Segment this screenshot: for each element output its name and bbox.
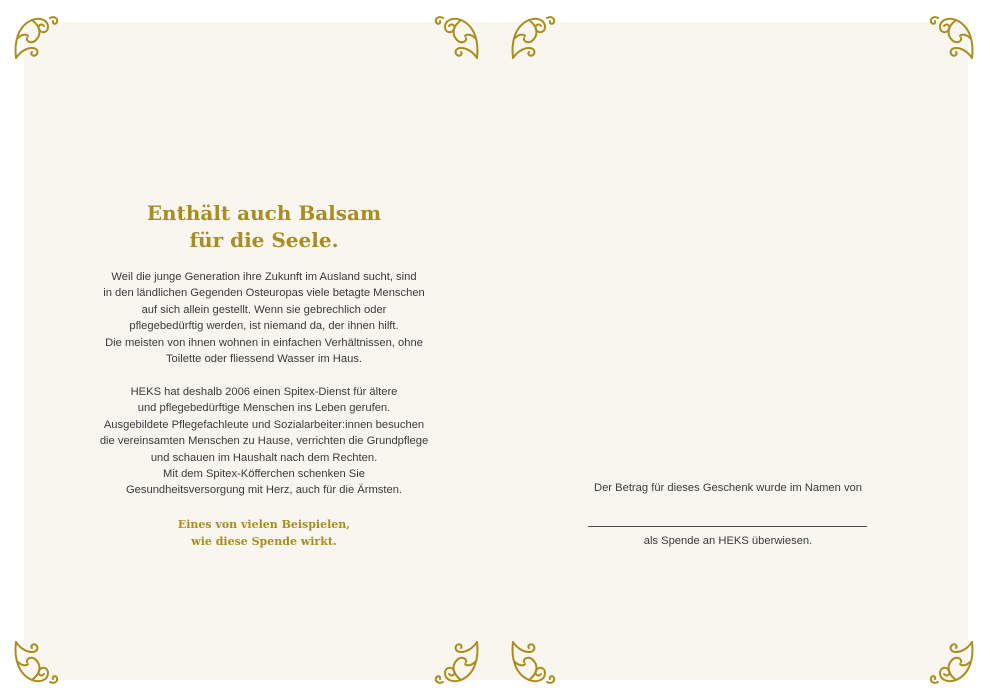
text-line: in den ländlichen Gegenden Osteuropas viele betagte Menschen: [103, 287, 425, 300]
corner-flourish-icon: [10, 636, 62, 688]
text-line: und pflegebedürftige Menschen ins Leben gerufen.: [137, 402, 391, 415]
text-line: und schauen im Haushalt nach dem Rechten.: [150, 451, 378, 464]
text-line: HEKS hat deshalb 2006 einen Spitex-Dienst für ältere: [130, 386, 398, 398]
heading-line: Enthält auch Balsam: [146, 201, 382, 225]
corner-flourish-icon: [507, 12, 559, 64]
text-line: auf sich allein gestellt. Wenn sie gebrechlich oder: [141, 303, 387, 316]
text-line: pflegebedürftig werden, ist niemand da, der ihnen hilft.: [129, 320, 399, 333]
donation-statement: als Spende an HEKS überwiesen.: [643, 535, 813, 547]
corner-flourish-icon: [431, 636, 483, 688]
corner-flourish-icon: [507, 636, 559, 688]
corner-flourish-icon: [431, 12, 483, 64]
text-line: Gesundheitsversorgung mit Herz, auch für die Ärmsten.: [125, 484, 403, 497]
text-line: die vereinsamten Menschen zu Hause, verrichten die Grundpflege: [99, 435, 429, 448]
text-line: Weil die junge Generation ihre Zukunft im Ausland sucht, sind: [111, 271, 417, 283]
text-line: Ausgebildete Pflegefachleute und Sozialarbeiter:innen besuchen: [103, 418, 425, 431]
corner-flourish-icon: [926, 636, 978, 688]
text-line: Die meisten von ihnen wohnen in einfachen Verhältnissen, ohne: [105, 336, 423, 349]
heks-paragraph: [74, 384, 454, 499]
corner-flourish-icon: [10, 12, 62, 64]
tagline-line: Eines von vielen Beispielen,: [177, 518, 351, 531]
corner-flourish-icon: [926, 12, 978, 64]
tagline: [94, 516, 434, 550]
heading-line: für die Seele.: [189, 228, 339, 252]
donor-name-line: [588, 526, 867, 527]
tagline-line: wie diese Spende wirkt.: [191, 535, 337, 548]
text-line: Mit dem Spitex-Köfferchen schenken Sie: [163, 468, 365, 481]
donor-statement: Der Betrag für dieses Geschenk wurde im Namen von: [594, 482, 862, 494]
intro-paragraph: [74, 269, 454, 367]
page-heading: [94, 200, 434, 254]
text-line: Toilette oder fliessend Wasser im Haus.: [165, 353, 363, 366]
